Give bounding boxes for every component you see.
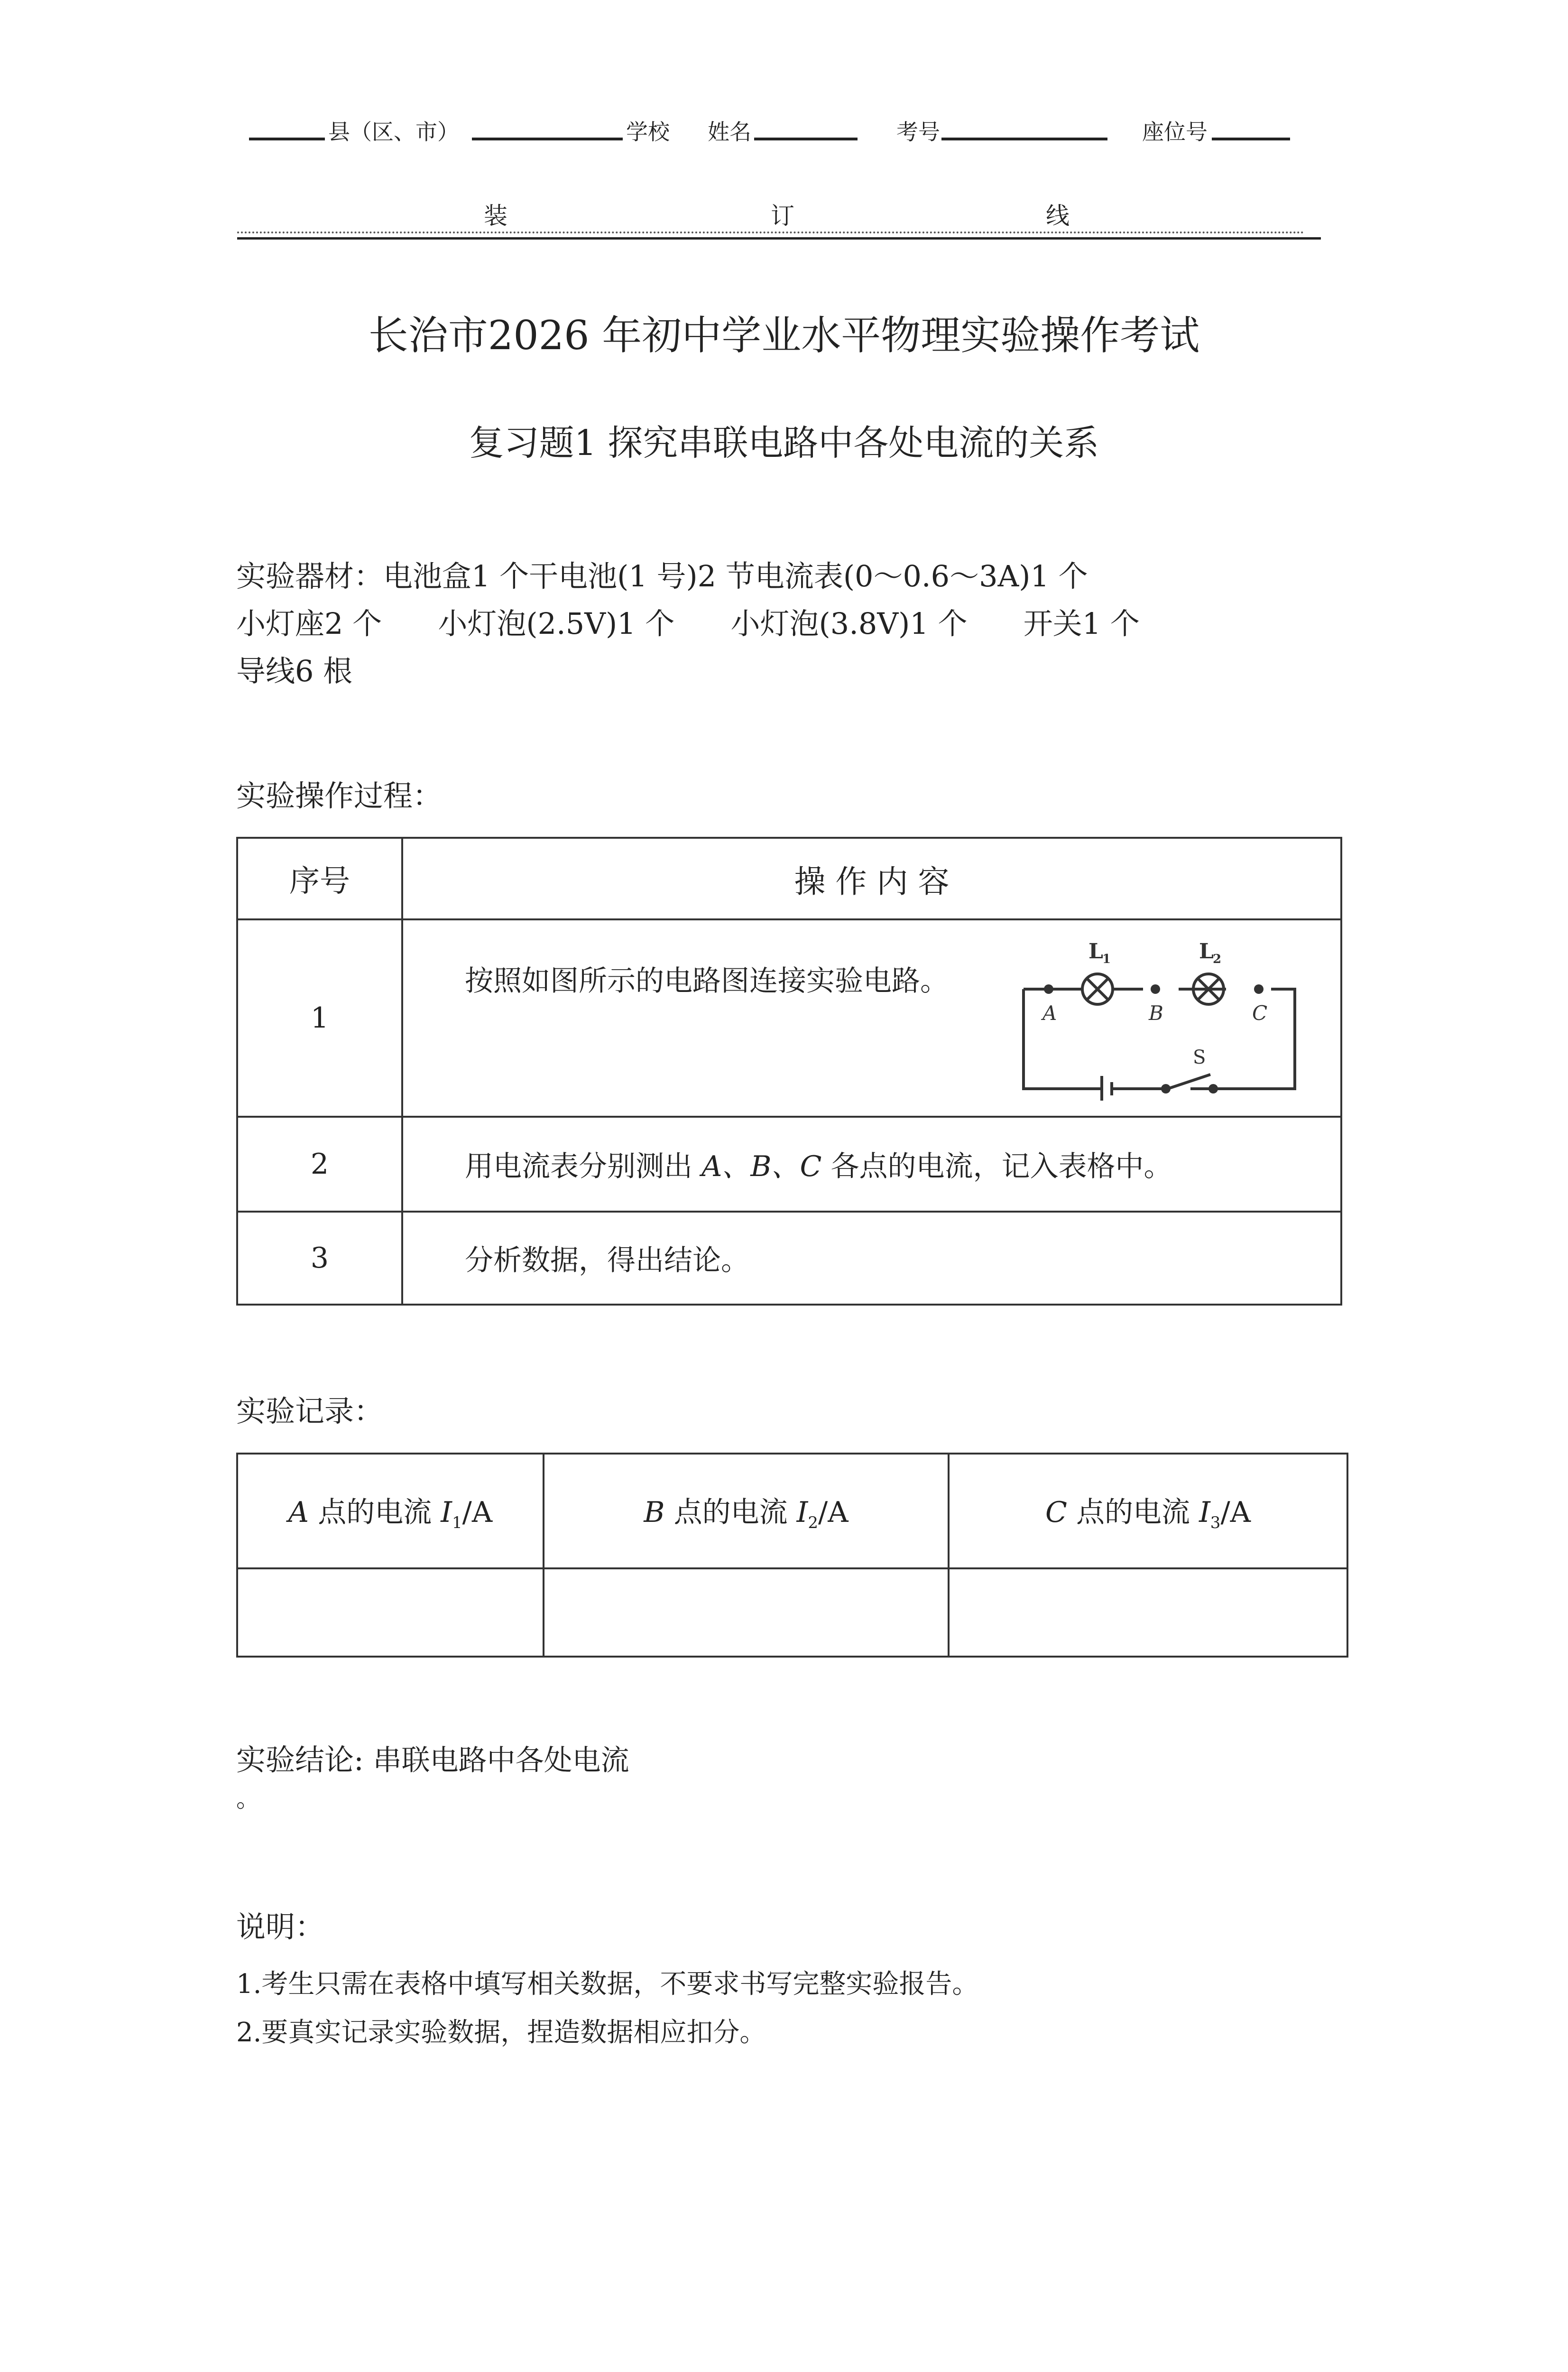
step-content: 分析数据，得出结论。: [402, 1212, 1341, 1305]
step-text-post: 各点的电流，记入表格中。: [821, 1150, 1172, 1183]
current-symbol: I: [441, 1496, 452, 1529]
conclusion-end: 。: [236, 1785, 260, 1813]
step-number: 2: [237, 1117, 402, 1212]
binding-char: 订: [771, 202, 794, 230]
materials-line-1: 实验器材：电池盒1 个干电池(1 号)2 节电流表(0～0.6～3A)1 个: [236, 559, 1088, 593]
page-subtitle: 复习题1 探究串联电路中各处电流的关系: [469, 423, 1099, 463]
school-label: 学校: [626, 119, 670, 145]
procedure-row: [237, 1117, 1341, 1212]
current-symbol: I: [796, 1496, 808, 1529]
current-a-input[interactable]: [237, 1568, 544, 1657]
note-item: 2.要真实记录实验数据，捏造数据相应扣分。: [236, 2017, 766, 2048]
procedure-table: [236, 837, 1342, 1306]
unit-label: /A: [1220, 1496, 1251, 1529]
procedure-row: [237, 1212, 1341, 1305]
exam-header: [0, 105, 1568, 148]
conclusion-text: 串联电路中各处电流: [373, 1744, 629, 1777]
col-content-header: 操 作 内 容: [402, 838, 1341, 919]
step-number: 1: [237, 919, 402, 1117]
label-c: C: [1252, 1001, 1268, 1025]
binding-char: 装: [484, 202, 507, 230]
notes-heading: 说明：: [236, 1909, 325, 1944]
procedure-heading: 实验操作过程：: [236, 778, 443, 813]
point-label: C: [1045, 1496, 1067, 1529]
county-blank[interactable]: [249, 138, 325, 140]
materials-line-3: 导线6 根: [236, 654, 353, 688]
label-s: S: [1193, 1047, 1206, 1068]
seat-label: 座位号: [1142, 119, 1208, 145]
point-label: B: [644, 1496, 665, 1529]
col-text: 点的电流: [664, 1496, 797, 1529]
point-label: A: [288, 1496, 309, 1529]
record-col-b: [544, 1454, 949, 1568]
step-content: [402, 1117, 1341, 1212]
label-l2-sub: 2: [1213, 952, 1222, 966]
record-heading: 实验记录：: [236, 1394, 384, 1428]
label-l1: L: [1088, 939, 1103, 964]
binding-solid-line: [237, 237, 1321, 240]
procedure-header-row: [237, 838, 1341, 919]
col-no-header: 序号: [237, 838, 402, 919]
county-label: 县（区、市）: [328, 119, 459, 145]
procedure-row: [237, 919, 1341, 1117]
exam-no-blank[interactable]: [941, 138, 1107, 140]
current-symbol: I: [1199, 1496, 1210, 1529]
binding-char: 线: [1046, 202, 1070, 230]
name-blank[interactable]: [754, 138, 858, 140]
step-text: 按照如图所示的电路图连接实验电路。: [465, 964, 949, 998]
step-content: [402, 919, 1341, 1117]
binding-dotted-line: [237, 232, 1304, 233]
current-subscript: 2: [808, 1513, 819, 1532]
name-label: 姓名: [708, 119, 751, 145]
record-header-row: [237, 1454, 1347, 1568]
step-points: A、B、C: [701, 1150, 822, 1183]
unit-label: /A: [462, 1496, 493, 1529]
record-input-row: [237, 1568, 1347, 1657]
unit-label: /A: [818, 1496, 849, 1529]
exam-no-label: 考号: [896, 119, 940, 145]
school-blank[interactable]: [472, 138, 623, 140]
label-l2: L: [1199, 939, 1214, 964]
record-col-a: [237, 1454, 544, 1568]
current-subscript: 1: [452, 1513, 462, 1532]
record-table: [236, 1453, 1348, 1658]
page-title: 长治市2026 年初中学业水平物理实验操作考试: [368, 312, 1200, 359]
label-b: B: [1149, 1001, 1163, 1025]
current-c-input[interactable]: [949, 1568, 1347, 1657]
step-text-pre: 用电流表分别测出: [465, 1150, 702, 1183]
col-text: 点的电流: [1067, 1496, 1199, 1529]
conclusion-line: [236, 1736, 629, 1779]
note-item: 1.考生只需在表格中填写相关数据，不要求书写完整实验报告。: [236, 1969, 979, 2000]
conclusion-label: 实验结论:: [236, 1742, 373, 1777]
materials-line-2: 小灯座2 个 小灯泡(2.5V)1 个 小灯泡(3.8V)1 个 开关1 个: [236, 606, 1140, 641]
seat-blank[interactable]: [1212, 138, 1290, 140]
record-col-c: [949, 1454, 1347, 1568]
label-a: A: [1042, 1001, 1057, 1025]
current-subscript: 3: [1210, 1513, 1221, 1532]
circuit-diagram: [1015, 939, 1309, 1101]
step-number: 3: [237, 1212, 402, 1305]
label-l1-sub: 1: [1102, 952, 1111, 966]
col-text: 点的电流: [309, 1496, 441, 1529]
current-b-input[interactable]: [544, 1568, 949, 1657]
